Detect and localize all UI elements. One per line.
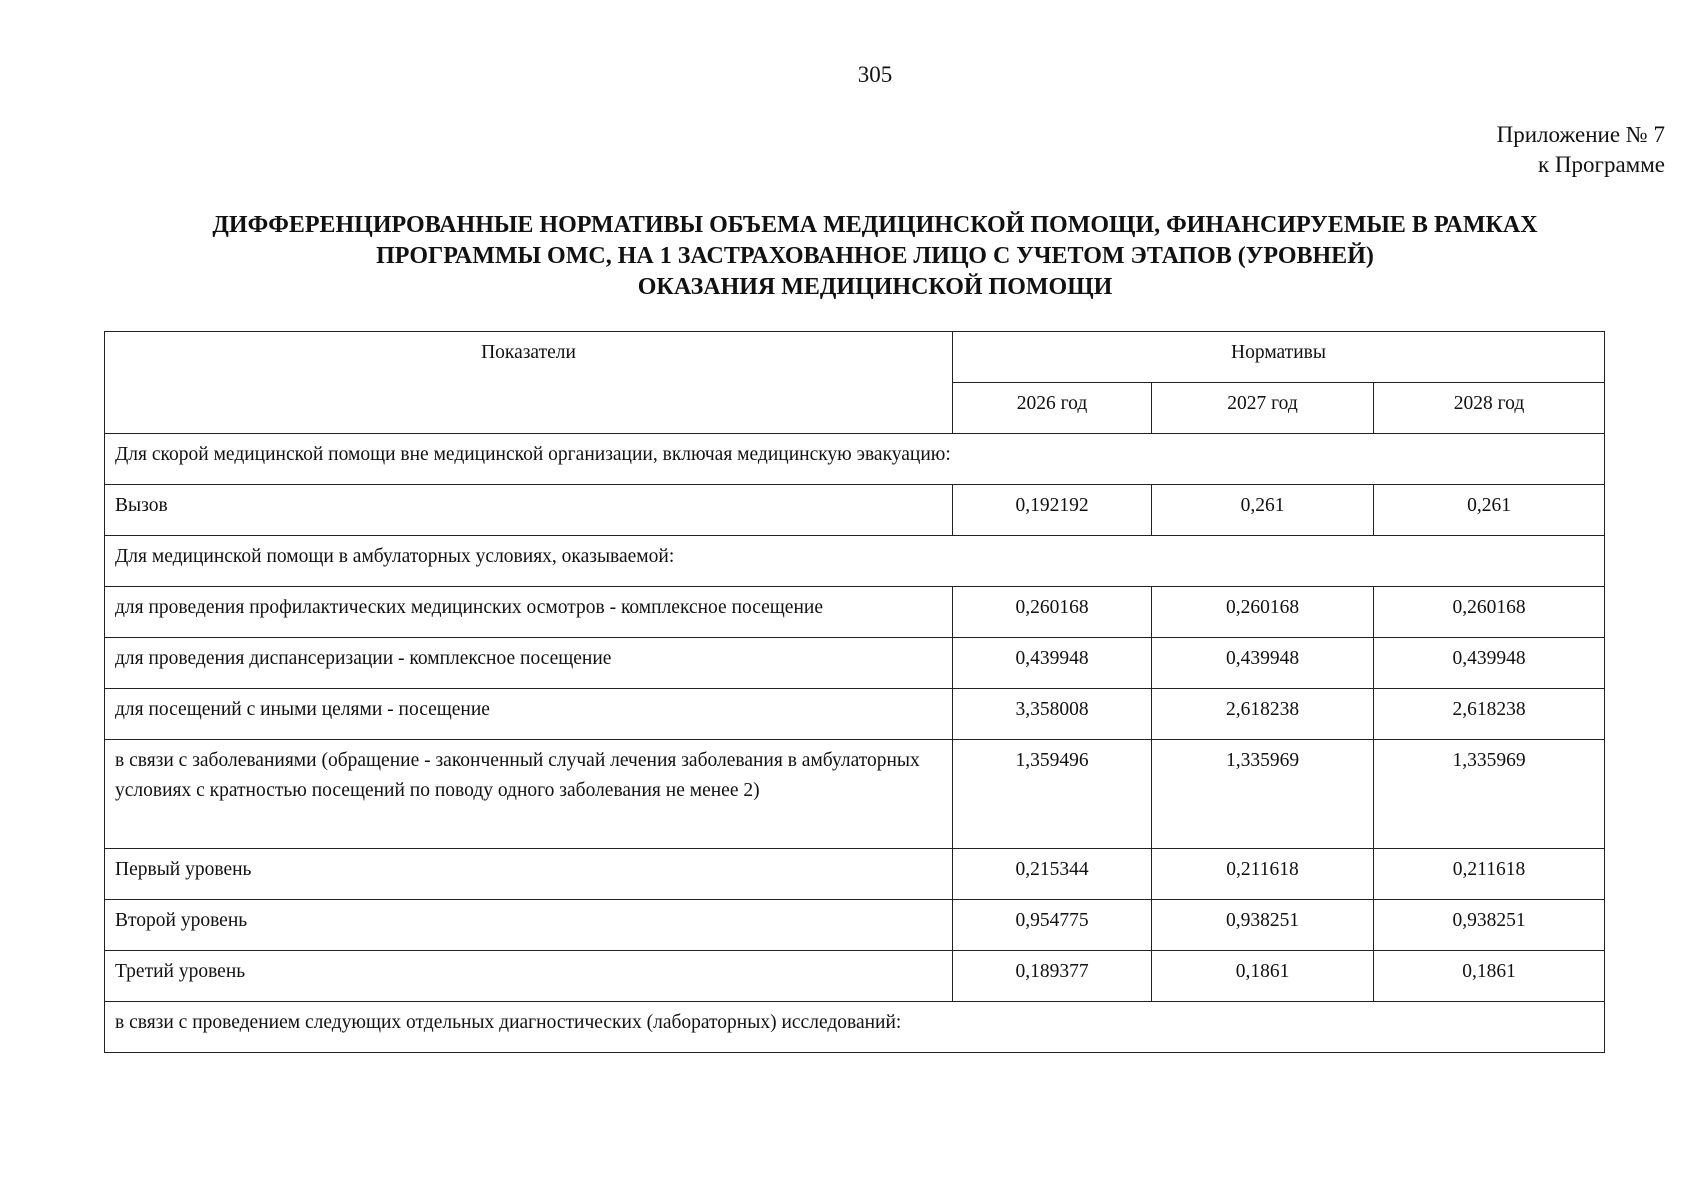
value-2028: 1,335969 xyxy=(1374,740,1605,849)
value-2026: 0,260168 xyxy=(953,587,1152,638)
appendix-program: к Программе xyxy=(1538,152,1665,177)
appendix-reference xyxy=(1497,120,1665,180)
row-label: Третий уровень xyxy=(105,951,953,1002)
section-row xyxy=(105,1002,1605,1053)
value-2028: 0,938251 xyxy=(1374,900,1605,951)
title-line-3: ОКАЗАНИЯ МЕДИЦИНСКОЙ ПОМОЩИ xyxy=(637,274,1113,300)
value-2028: 0,261 xyxy=(1374,485,1605,536)
title-line-1: ДИФФЕРЕНЦИРОВАННЫЕ НОРМАТИВЫ ОБЪЕМА МЕДИЦИНСКОЙ ПОМОЩИ, ФИНАНСИРУЕМЫЕ В РАМКАХ xyxy=(212,212,1538,238)
row-label: Вызов xyxy=(105,485,953,536)
value-2026: 0,189377 xyxy=(953,951,1152,1002)
value-2028: 0,211618 xyxy=(1374,849,1605,900)
value-2027: 0,260168 xyxy=(1152,587,1374,638)
value-2027: 0,261 xyxy=(1152,485,1374,536)
value-2027: 2,618238 xyxy=(1152,689,1374,740)
table-row xyxy=(105,900,1605,951)
table-row xyxy=(105,587,1605,638)
value-2026: 0,192192 xyxy=(953,485,1152,536)
header-year-2028: 2028 год xyxy=(1374,383,1605,434)
table-row xyxy=(105,740,1605,849)
section-label: Для медицинской помощи в амбулаторных условиях, оказываемой: xyxy=(105,536,1605,587)
value-2028: 2,618238 xyxy=(1374,689,1605,740)
document-title xyxy=(0,210,1697,303)
table-row xyxy=(105,638,1605,689)
table-row xyxy=(105,951,1605,1002)
section-label: в связи с проведением следующих отдельных диагностических (лабораторных) исследований: xyxy=(105,1002,1605,1053)
section-label: Для скорой медицинской помощи вне медицинской организации, включая медицинскую эвакуацию: xyxy=(105,434,1605,485)
row-label: в связи с заболеваниями (обращение - законченный случай лечения заболевания в амбулаторных условиях с кратностью посещений по поводу одного заболевания не менее 2) xyxy=(105,740,953,849)
header-norms: Нормативы xyxy=(953,332,1605,383)
appendix-number: Приложение № 7 xyxy=(1496,122,1665,147)
row-label: для проведения диспансеризации - комплексное посещение xyxy=(105,638,953,689)
value-2026: 0,439948 xyxy=(953,638,1152,689)
row-label: для посещений с иными целями - посещение xyxy=(105,689,953,740)
norms-table xyxy=(104,331,1605,1053)
row-label: Первый уровень xyxy=(105,849,953,900)
page-number: 305 xyxy=(857,62,893,87)
value-2028: 0,260168 xyxy=(1374,587,1605,638)
header-year-2027: 2027 год xyxy=(1152,383,1374,434)
value-2027: 0,211618 xyxy=(1152,849,1374,900)
section-row xyxy=(105,536,1605,587)
table-row xyxy=(105,485,1605,536)
value-2027: 0,439948 xyxy=(1152,638,1374,689)
row-label: Второй уровень xyxy=(105,900,953,951)
value-2026: 0,215344 xyxy=(953,849,1152,900)
row-label: для проведения профилактических медицинских осмотров - комплексное посещение xyxy=(105,587,953,638)
value-2027: 0,938251 xyxy=(1152,900,1374,951)
value-2026: 0,954775 xyxy=(953,900,1152,951)
value-2028: 0,1861 xyxy=(1374,951,1605,1002)
title-line-2: ПРОГРАММЫ ОМС, НА 1 ЗАСТРАХОВАННОЕ ЛИЦО С УЧЕТОМ ЭТАПОВ (УРОВНЕЙ) xyxy=(376,243,1374,269)
table-row xyxy=(105,849,1605,900)
table-row xyxy=(105,689,1605,740)
section-row xyxy=(105,434,1605,485)
value-2028: 0,439948 xyxy=(1374,638,1605,689)
value-2027: 1,335969 xyxy=(1152,740,1374,849)
value-2027: 0,1861 xyxy=(1152,951,1374,1002)
value-2026: 1,359496 xyxy=(953,740,1152,849)
value-2026: 3,358008 xyxy=(953,689,1152,740)
header-year-2026: 2026 год xyxy=(953,383,1152,434)
header-indicators: Показатели xyxy=(105,332,953,434)
